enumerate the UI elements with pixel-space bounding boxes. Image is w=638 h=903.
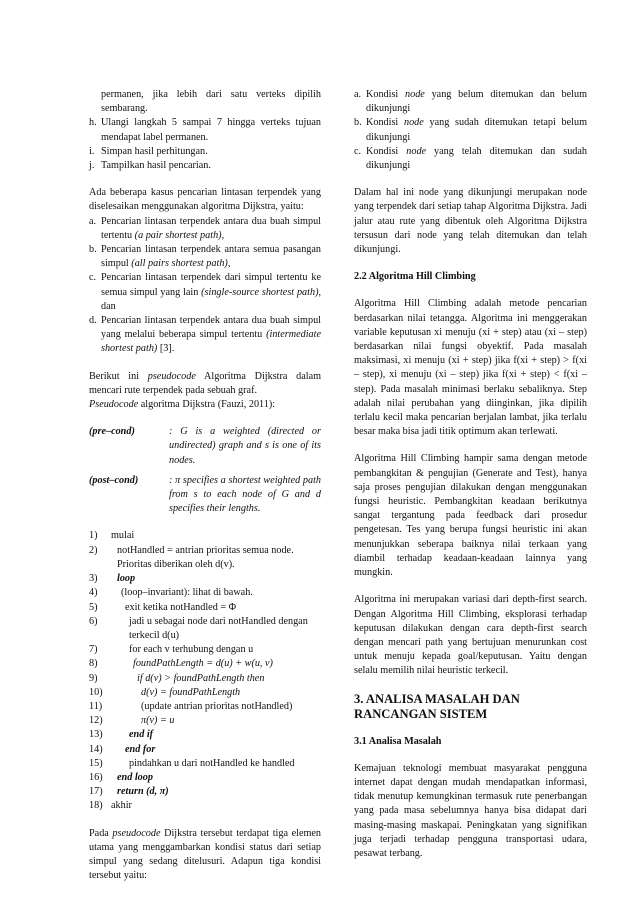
cases-intro: Ada beberapa kasus pencarian lintasan terpendek yang diselesaikan menggunakan algoritma Dijkstra, yaitu:: [89, 187, 321, 213]
algorithm-line: 14) end for: [89, 743, 156, 755]
right-column: [354, 88, 587, 861]
list-item: a. Pencarian lintasan terpendek antara dua buah simpul tertentu (a pair shortest path),: [89, 215, 321, 241]
generate-test-paragraph: Algoritma Hill Climbing hampir sama dengan metode pembangkitan & pengujian (Generate and Test), hanya saja proses pengujian dilakukan dengan menggunakan fungsi heuristic. Pembangkitan keadaan berikutnya sangat tergantung pada feedback dari prosedur pengetesan. Tes yang berupa fungsi heuristic ini akan menunjukkan seberapa baiknya nilai terkaan yang diambil terhadap keadaan-keadaan lainnya yang mungkin.: [354, 453, 587, 579]
section-heading-3: 3. ANALISA MASALAH DAN RANCANGAN SISTEM: [354, 691, 520, 721]
algorithm-line: 1) mulai: [89, 530, 135, 542]
top-list: [89, 88, 321, 173]
algorithm-line: 11) (update antrian prioritas notHandled): [89, 700, 293, 712]
post-condition: (post–cond) : π specifies a shortest weighted path from s to each node of G and d specifies their lengths.: [89, 474, 321, 515]
algorithm-line: 10) d(v) = foundPathLength: [89, 686, 241, 698]
algorithm-line: 16) end loop: [89, 771, 153, 783]
list-item: d. Pencarian lintasan terpendek antara dua buah simpul yang melalui beberapa simpul tertentu (intermediate shortest path) [3].: [89, 315, 321, 355]
algorithm-line: 4) (loop–invariant): lihat di bawah.: [89, 587, 253, 599]
pseudocode-intro: Berikut ini pseudocode Algoritma Dijkstra dalam mencari rute terpendek pada sebuah graf.: [89, 370, 322, 396]
node-paragraph: Dalam hal ini node yang dikunjungi merupakan node yang terpendek dari setiap tahap Algoritma Dijkstra. Jadi jalur atau rute yang dibentuk oleh Algoritma Dijkstra tersusun dari node yang telah ditemukan dan telah dikunjungi.: [354, 187, 587, 256]
cases-list: [89, 215, 321, 357]
algorithm-line: 9) if d(v) > foundPathLength then: [89, 672, 265, 684]
list-item: j. Tampilkan hasil pencarian.: [89, 160, 211, 172]
algorithm-line: 2) notHandled = antrian prioritas semua node. Prioritas diberikan oleh d(v).: [89, 544, 294, 570]
list-item: a. Kondisi node yang belum ditemukan dan belum dikunjungi: [354, 89, 588, 115]
algorithm-listing: [89, 529, 321, 813]
algorithm-line: 17) return (d, π): [89, 786, 169, 798]
algorithm-line: 15) pindahkan u dari notHandled ke handled: [89, 757, 295, 769]
list-item: permanen, jika lebih dari satu verteks dipilih sembarang.: [101, 89, 321, 115]
conditions-list: [354, 88, 587, 173]
pseudocode-caption: Pseudocode algoritma Dijkstra (Fauzi, 2011):: [89, 399, 276, 411]
hill-climbing-paragraph: Algoritma Hill Climbing adalah metode pencarian berdasarkan nilai tetangga. Algoritma ini menggerakan variable keputusan xi menuju (xi + step) atau (xi – step) berdasarkan nilai fungsi obyektif. Pada masalah maksimasi, xi menuju (xi + step) jika f(xi + step) > f(xi – step), xi menuju (xi – step) jika f(xi + step) < f(xi – step). Pada masalah minimasi berlaku sebaliknya. Step adalah nilai perubahan yang diinginkan, jika dipilih terlalu kecil maka pencarian berjalan lambat, jika terlalu besar maka bisa jadi titik optimum akan terlewati.: [354, 298, 587, 438]
analysis-paragraph: Kemajuan teknologi membuat masyarakat pengguna internet dapat dengan mudah mendapatkan informasi, tidak menutup kemungkinan termasuk rute penerbangan yang pada masa sebelumnya hanya bisa didapat dari masing-masing maskapai. Peningkatan yang signifikan juga terjadi terhadap pengguna transportasi udara, pesawat terbang.: [354, 762, 587, 859]
left-column: [89, 88, 321, 883]
list-item: b. Pencarian lintasan terpendek antara semua pasangan simpul (all pairs shortest path),: [89, 244, 321, 270]
section-heading-2-2: 2.2 Algoritma Hill Climbing: [354, 271, 476, 283]
section-heading-3-1: 3.1 Analisa Masalah: [354, 735, 442, 747]
algorithm-line: 13) end if: [89, 729, 154, 741]
closing-paragraph: Pada pseudocode Dijkstra tersebut terdapat tiga elemen utama yang menggambarkan kondisi status dari setiap simpul yang sedang ditelusuri. Adapun tiga kondisi tersebut yaitu:: [89, 827, 322, 882]
algorithm-line: 5) exit ketika notHandled = Φ: [89, 601, 237, 613]
algorithm-line: 12) π(v) = u: [89, 715, 175, 727]
algorithm-line: 7) for each v terhubung dengan u: [89, 644, 254, 656]
list-item: c. Pencarian lintasan terpendek dari simpul tertentu ke semua simpul yang lain (single-source shortest path), dan: [89, 272, 322, 312]
algorithm-line: 3) loop: [89, 573, 136, 585]
algorithm-line: 18) akhir: [89, 800, 132, 812]
dfs-paragraph: Algoritma ini merupakan variasi dari depth-first search. Dengan Algoritma Hill Climbing, eksplorasi terhadap keputusan dilakukan dengan cara depth-first search dengan mencari path yang bertujuan menurunkan cost untuk menuju kepada goal/keputusan. Yaitu dengan selalu memilih nilai heuristic terkecil.: [354, 594, 587, 677]
list-item: b. Kondisi node yang sudah ditemukan tetapi belum dikunjungi: [354, 117, 588, 143]
algorithm-line: 8) foundPathLength = d(u) + w(u, v): [89, 658, 273, 670]
list-item: i. Simpan hasil perhitungan.: [89, 145, 208, 157]
pre-condition: (pre–cond) : G is a weighted (directed or undirected) graph and s is one of its nodes.: [89, 426, 321, 466]
algorithm-line: 6) jadi u sebagai node dari notHandled dengan terkecil d(u): [89, 615, 308, 641]
list-item: h. Ulangi langkah 5 sampai 7 hingga verteks tujuan mendapat label permanen.: [89, 117, 321, 143]
list-item: c. Kondisi node yang telah ditemukan dan sudah dikunjungi: [354, 145, 588, 172]
